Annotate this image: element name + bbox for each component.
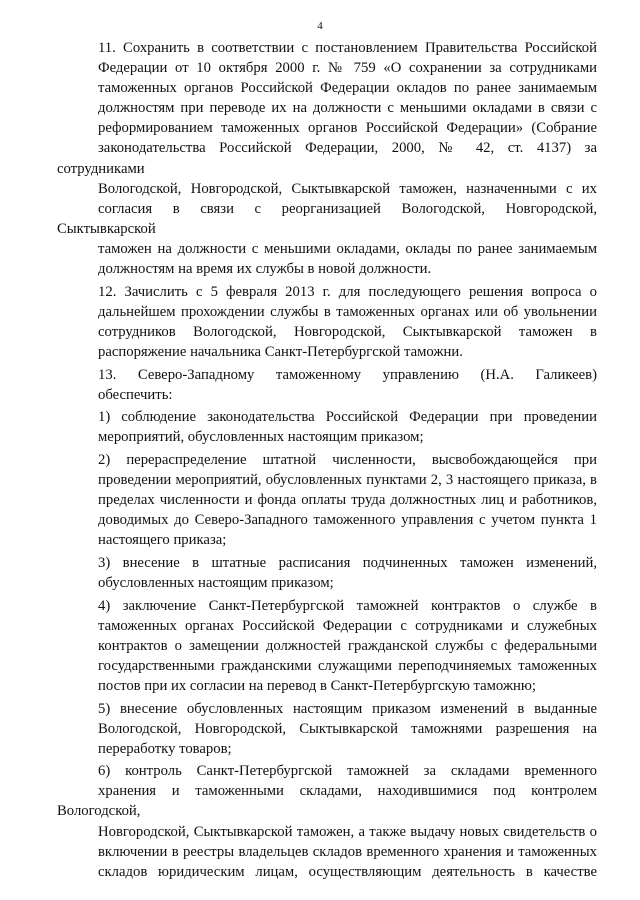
- text-line: хранения и таможенными складами, находившимися под контролем Вологодской,: [57, 783, 597, 820]
- text-line: должностям на время их службы в новой должности.: [98, 261, 432, 278]
- paragraph-13-item-6: [57, 761, 597, 882]
- text-line: 6) контроль Санкт-Петербургской таможней за складами временного: [98, 763, 597, 780]
- text-line: переработку товаров;: [98, 740, 232, 757]
- text-line: обусловленных настоящим приказом;: [98, 574, 334, 591]
- text-line: мероприятий, обусловленных настоящим приказом;: [98, 429, 424, 446]
- paragraph-13-item-4: [57, 596, 597, 696]
- text-line: настоящего приказа;: [98, 532, 227, 549]
- text-line: Вологодской, Новгородской, Сыктывкарской таможнями разрешения на: [98, 720, 597, 737]
- paragraph-13-item-5: [57, 699, 597, 759]
- document-body: [57, 38, 597, 884]
- paragraph-13-item-3: [57, 553, 597, 593]
- text-line: 13. Северо-Западному таможенному управлению (Н.А. Галикеев): [98, 366, 597, 383]
- text-line: 3) внесение в штатные расписания подчиненных таможен изменений,: [98, 554, 597, 571]
- text-line: должностям при переводе их на должности с меньшими окладами в связи с: [98, 100, 597, 117]
- text-line: распоряжение начальника Санкт-Петербургской таможни.: [98, 343, 463, 360]
- text-line: государственными гражданскими служащими переподчиняемых таможенных: [98, 657, 597, 674]
- text-line: таможенных органов Российской Федерации окладов по ранее занимаемым: [98, 80, 597, 97]
- text-line: согласия в связи с реорганизацией Вологодской, Новгородской, Сыктывкарской: [57, 200, 597, 237]
- text-line: складов юридическим лицам, осуществляющим деятельность в качестве: [98, 863, 597, 880]
- text-line: Федерации от 10 октября 2000 г. № 759 «О сохранении за сотрудниками: [98, 60, 597, 77]
- text-line: обеспечить:: [98, 386, 173, 403]
- text-line: 2) перераспределение штатной численности, высвобождающейся при: [98, 451, 597, 468]
- text-line: таможен на должности с меньшими окладами, оклады по ранее занимаемым: [98, 240, 597, 257]
- text-line: таможенных органах Российской Федерации с сотрудниками и служебных: [98, 617, 597, 634]
- text-line: постов при их согласии на перевод в Санкт-Петербургскую таможню;: [98, 677, 536, 694]
- text-line: проведении мероприятий, обусловленных пунктами 2, 3 настоящего приказа, в: [98, 471, 597, 488]
- text-line: Вологодской, Новгородской, Сыктывкарской таможен, назначенными с их: [98, 180, 597, 197]
- page-number: 4: [317, 20, 323, 32]
- text-line: законодательства Российской Федерации, 2000, № 42, ст. 4137) за сотрудниками: [57, 140, 597, 177]
- paragraph-12: [57, 282, 597, 362]
- text-line: сотрудников Вологодской, Новгородской, Сыктывкарской таможен в: [98, 323, 597, 340]
- text-line: дальнейшем прохождении службы в таможенных органах или об увольнении: [98, 303, 597, 320]
- text-line: 1) соблюдение законодательства Российской Федерации при проведении: [98, 409, 597, 426]
- paragraph-13-item-1: [57, 407, 597, 447]
- text-line: включении в реестры владельцев складов временного хранения и таможенных: [98, 843, 597, 860]
- paragraph-11: [57, 38, 597, 279]
- text-line: 12. Зачислить с 5 февраля 2013 г. для последующего решения вопроса о: [98, 283, 597, 300]
- paragraph-13-item-2: [57, 450, 597, 550]
- text-line: 4) заключение Санкт-Петербургской таможней контрактов о службе в: [98, 597, 597, 614]
- text-line: 5) внесение обусловленных настоящим приказом изменений в выданные: [98, 700, 597, 717]
- text-line: реформированием таможенных органов Российской Федерации» (Собрание: [98, 120, 597, 137]
- paragraph-13: [57, 365, 597, 405]
- text-line: контрактов о замещении должностей гражданской службы с федеральными: [98, 637, 597, 654]
- text-line: пределах численности и фонда оплаты труда должностных лиц и работников,: [98, 492, 597, 509]
- text-line: Новгородской, Сыктывкарской таможен, а также выдачу новых свидетельств о: [98, 823, 597, 840]
- text-line: доводимых до Северо-Западного таможенного управления с учетом пункта 1: [98, 512, 597, 529]
- text-line: 11. Сохранить в соответствии с постановлением Правительства Российской: [98, 40, 597, 56]
